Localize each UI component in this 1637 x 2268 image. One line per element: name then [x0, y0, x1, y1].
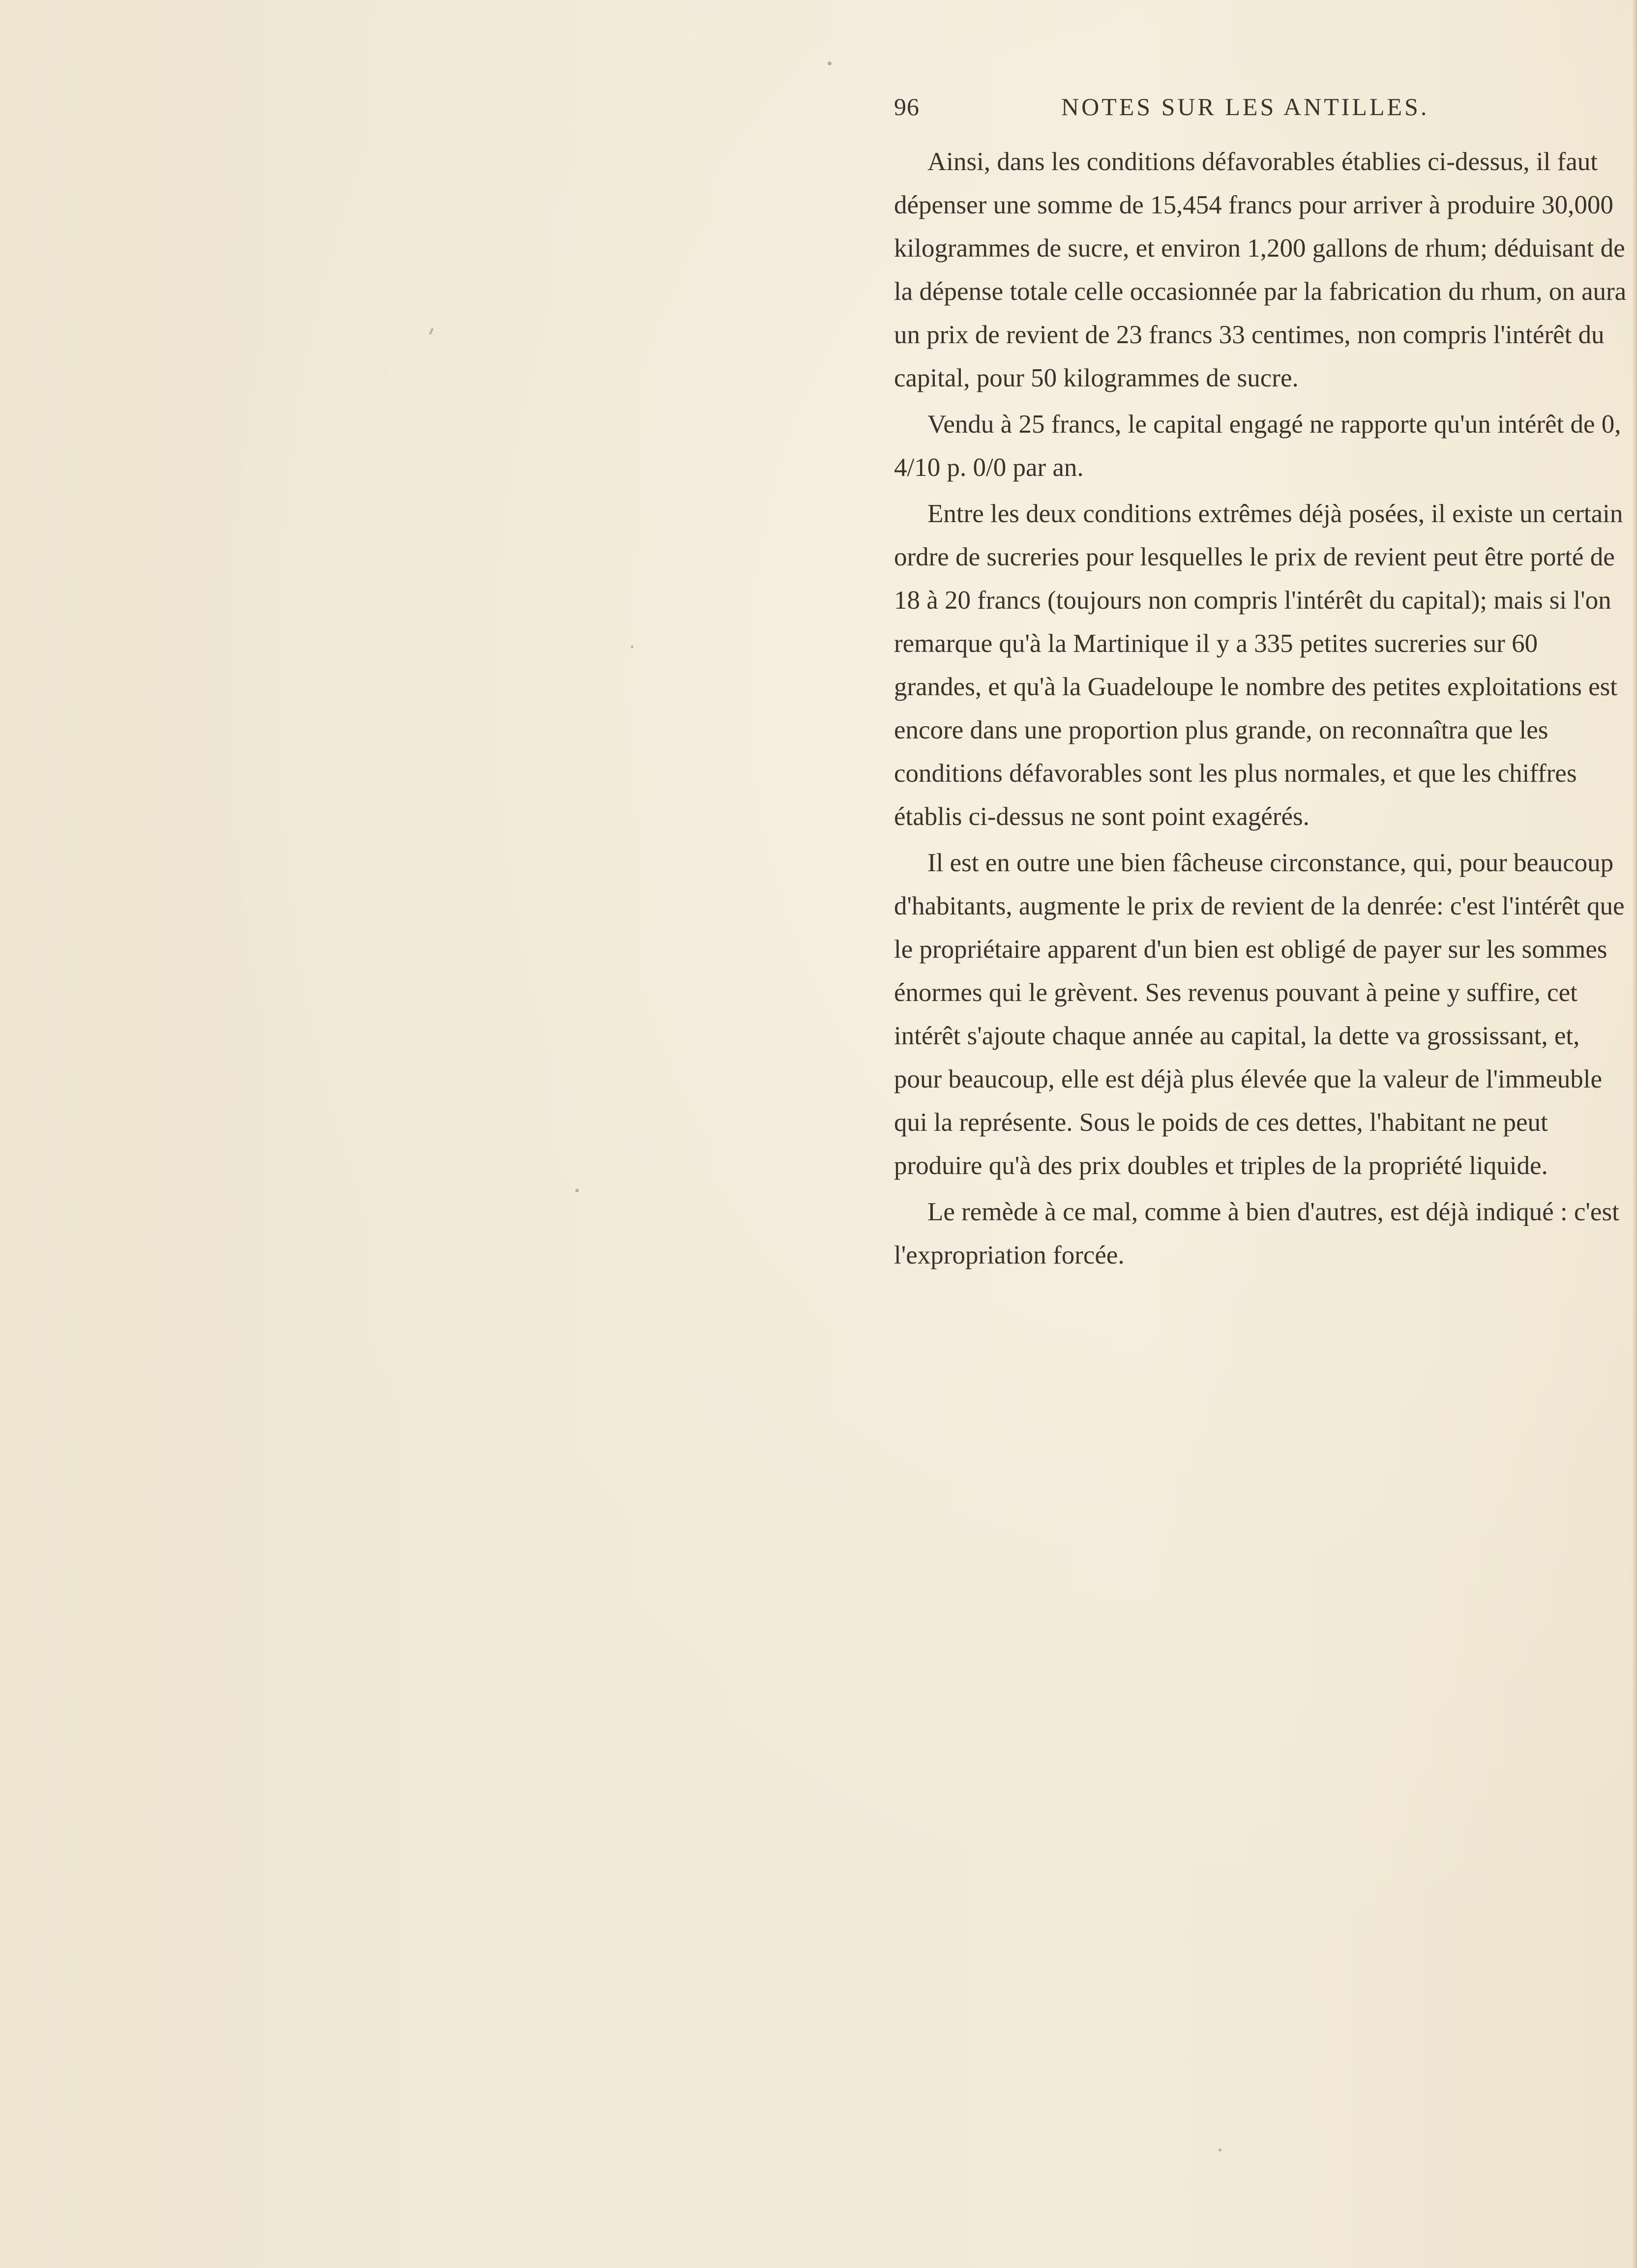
- paragraph: Vendu à 25 francs, le capital engagé ne rapporte qu'un intérêt de 0, 4/10 p. 0/0 par an.: [894, 410, 1621, 482]
- paragraph: Entre les deux conditions extrêmes déjà posées, il existe un certain ordre de sucreries pour lesquelles le prix de revient peut être porté de 18 à 20 francs (toujours non compris l'intérêt du capital); mais si l'on remarque qu'à la Martinique il y a 335 petites sucreries sur 60 grandes, et qu'à la Guadeloupe le nombre des petites exploitations est encore dans une proportion plus grande, on reconnaîtra que les conditions défavorables sont les plus normales, et que les chiffres établis ci-dessus ne sont point exagérés.: [894, 500, 1623, 831]
- paragraph: Ainsi, dans les conditions défavorables établies ci-dessus, il faut dépenser une somme de 15,454 francs pour arriver à produire 30,000 kilogrammes de sucre, et environ 1,200 gallons de rhum; déduisant de la dépense totale celle occasionnée par la fabrication du rhum, on aura un prix de revient de 23 francs 33 centimes, non compris l'intérêt du capital, pour 50 kilogrammes de sucre.: [894, 147, 1627, 392]
- body-text: [894, 140, 1632, 1280]
- paper-speck: [631, 646, 633, 648]
- paper-speck: [828, 61, 832, 65]
- running-header: [894, 88, 1474, 123]
- paper-speck: [1219, 2149, 1221, 2151]
- page-edge-shadow: [1632, 0, 1637, 2268]
- paragraph: Il est en outre une bien fâcheuse circonstance, qui, pour beaucoup d'habitants, augmente le prix de revient de la denrée: c'est l'intérêt que le propriétaire apparent d'un bien est obligé de payer sur les sommes énormes qui le grèvent. Ses revenus pouvant à peine y suffire, cet intérêt s'ajoute chaque année au capital, la dette va grossissant, et, pour beaucoup, elle est déjà plus élevée que la valeur de l'immeuble qui la représente. Sous le poids de ces dettes, l'habitant ne peut produire qu'à des prix doubles et triples de la propriété liquide.: [894, 849, 1625, 1180]
- paper-speck: [429, 328, 434, 335]
- page-number: 96: [894, 93, 920, 120]
- paragraph: Le remède à ce mal, comme à bien d'autres, est déjà indiqué : c'est l'expropriation forcée.: [894, 1198, 1619, 1269]
- running-title: NOTES SUR LES ANTILLES.: [1061, 93, 1429, 120]
- paper-speck: [575, 1189, 579, 1192]
